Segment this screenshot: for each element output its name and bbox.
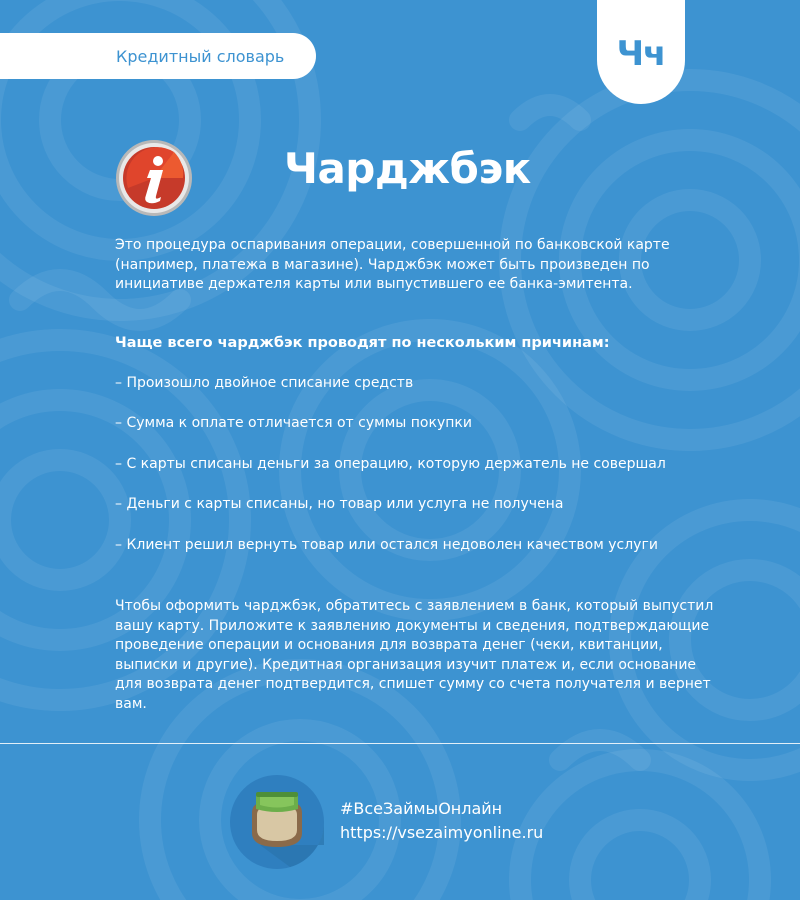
reason-item: – Клиент решил вернуть товар или остался недоволен качеством услуги — [115, 537, 658, 553]
instructions-paragraph: Чтобы оформить чарджбэк, обратитесь с заявлением в банк, который выпустил вашу карту. Приложите к заявлению документы и сведения, подтверждающие проведение операции и основания для возврата денег (чеки, квитанции, выписки и другие). Кредитная организация изучит платеж и, если основание для возврата денег подтвердится, спишет сумму со счета получателя и вернет вам. — [115, 598, 714, 712]
hashtag: #ВсеЗаймыОнлайн — [340, 799, 503, 818]
wallet-logo-icon — [230, 775, 324, 869]
page-title: Чарджбэк — [284, 144, 531, 193]
footer-divider — [0, 743, 800, 744]
site-link[interactable]: https://vsezaimyonline.ru — [340, 823, 544, 842]
reason-item: – Произошло двойное списание средств — [115, 375, 414, 391]
reason-item: – Сумма к оплате отличается от суммы покупки — [115, 415, 472, 431]
letter-badge: Чч — [597, 0, 685, 104]
term-definition: Это процедура оспаривания операции, совершенной по банковской карте (например, платежа в магазине). Чарджбэк может быть произведен по инициативе держателя карты или выпустившего ее банка-эмитента. — [115, 237, 670, 292]
reason-item: – Деньги с карты списаны, но товар или услуга не получена — [115, 496, 564, 512]
reasons-heading: Чаще всего чарджбэк проводят по нескольким причинам: — [115, 335, 610, 351]
reason-item: – С карты списаны деньги за операцию, которую держатель не совершал — [115, 456, 666, 472]
info-icon — [114, 138, 194, 218]
category-label: Кредитный словарь — [0, 33, 316, 79]
